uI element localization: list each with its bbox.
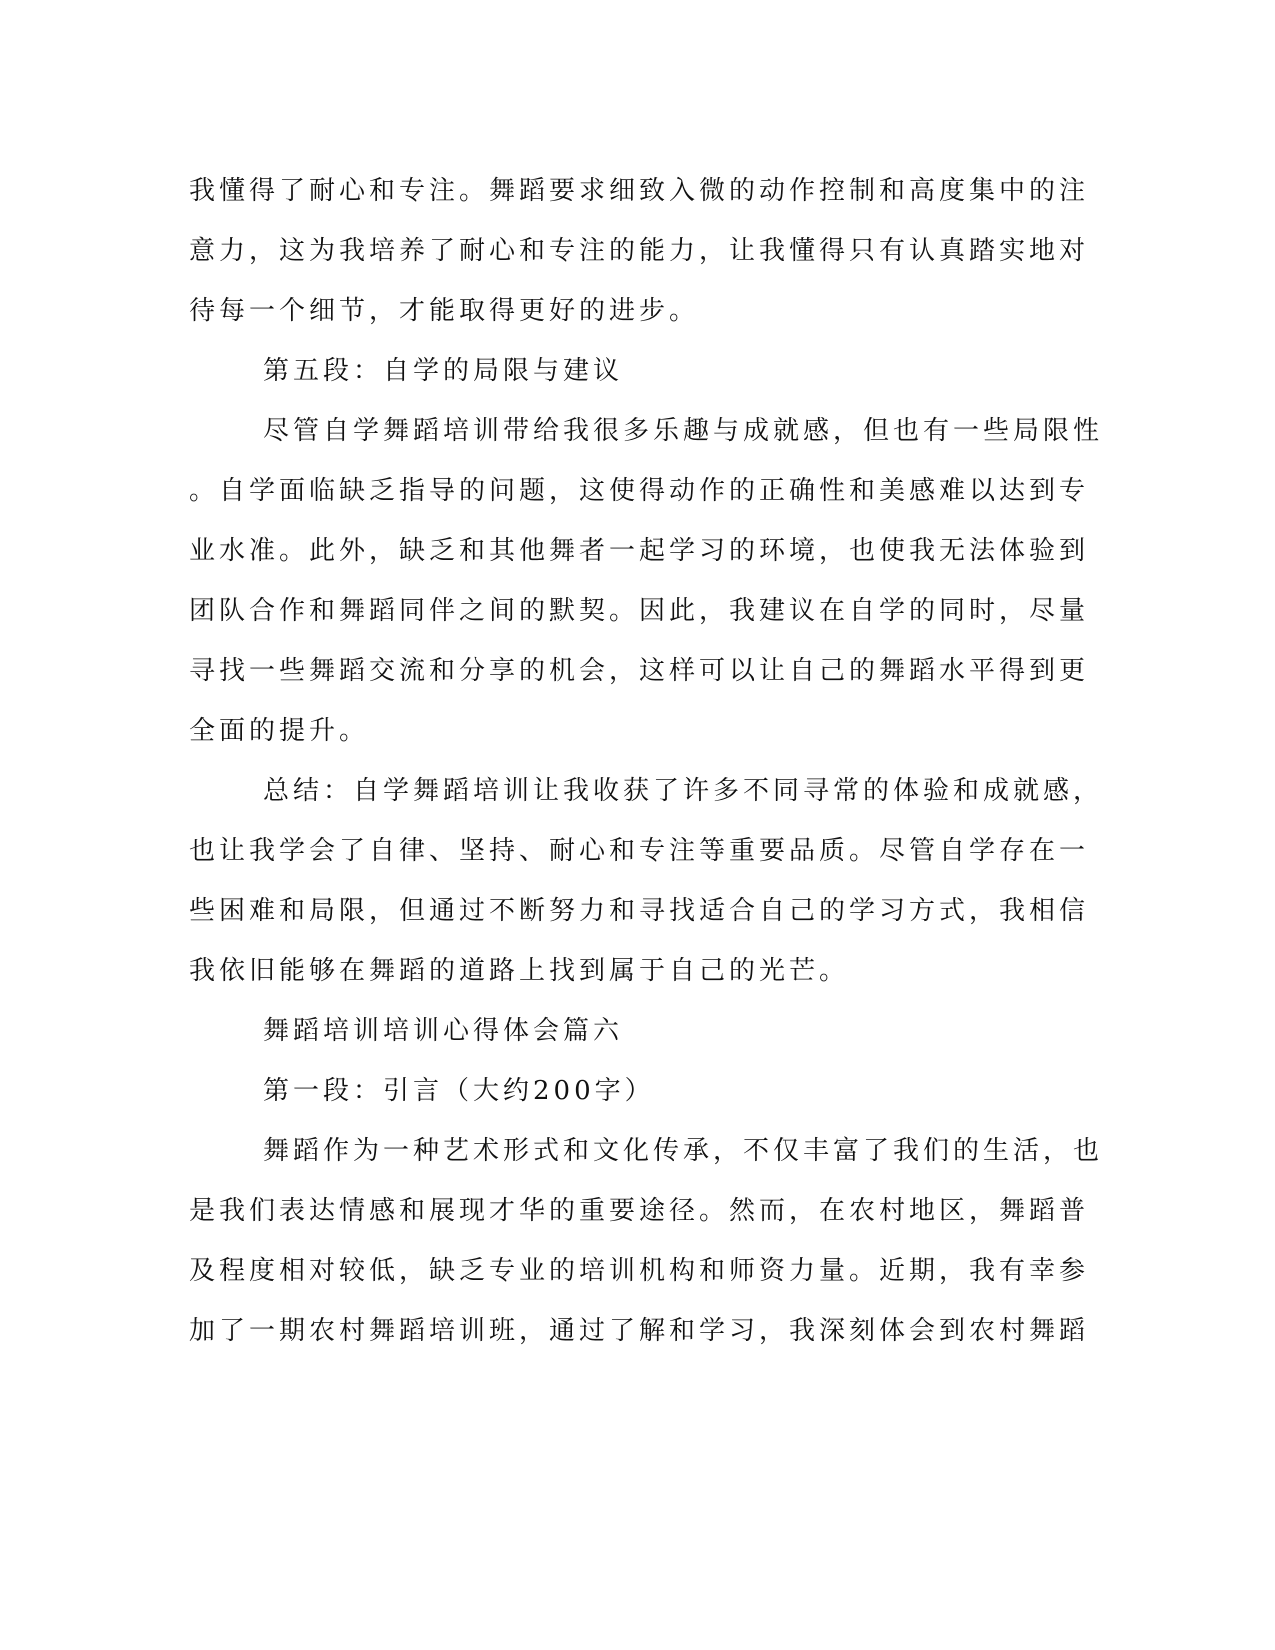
text-line: 些困难和局限，但通过不断努力和寻找适合自己的学习方式，我相信 — [189, 896, 1090, 926]
article-title: 舞蹈培训培训心得体会篇六 — [263, 1016, 624, 1046]
text-line: 尽管自学舞蹈培训带给我很多乐趣与成就感，但也有一些局限性 — [263, 416, 1104, 446]
text-line: 。自学面临缺乏指导的问题，这使得动作的正确性和美感难以达到专 — [189, 476, 1090, 506]
text-line: 待每一个细节，才能取得更好的进步。 — [189, 296, 700, 326]
text-line: 寻找一些舞蹈交流和分享的机会，这样可以让自己的舞蹈水平得到更 — [189, 656, 1090, 686]
text-line: 及程度相对较低，缺乏专业的培训机构和师资力量。近期，我有幸参 — [189, 1256, 1090, 1286]
text-line: 我依旧能够在舞蹈的道路上找到属于自己的光芒。 — [189, 956, 850, 986]
section-heading: 第一段：引言（大约200字） — [263, 1076, 655, 1106]
text-line: 加了一期农村舞蹈培训班，通过了解和学习，我深刻体会到农村舞蹈 — [189, 1316, 1090, 1346]
text-line: 舞蹈作为一种艺术形式和文化传承，不仅丰富了我们的生活，也 — [263, 1136, 1104, 1166]
section-heading: 第五段：自学的局限与建议 — [263, 356, 624, 386]
text-line: 是我们表达情感和展现才华的重要途径。然而，在农村地区，舞蹈普 — [189, 1196, 1090, 1226]
text-line: 团队合作和舞蹈同伴之间的默契。因此，我建议在自学的同时，尽量 — [189, 596, 1090, 626]
text-line: 全面的提升。 — [189, 716, 370, 746]
text-line: 业水准。此外，缺乏和其他舞者一起学习的环境，也使我无法体验到 — [189, 536, 1090, 566]
text-line: 我懂得了耐心和专注。舞蹈要求细致入微的动作控制和高度集中的注 — [189, 176, 1090, 206]
text-line: 总结：自学舞蹈培训让我收获了许多不同寻常的体验和成就感， — [263, 776, 1104, 806]
document-body — [189, 161, 1104, 1361]
text-line: 意力，这为我培养了耐心和专注的能力，让我懂得只有认真踏实地对 — [189, 236, 1090, 266]
text-line: 也让我学会了自律、坚持、耐心和专注等重要品质。尽管自学存在一 — [189, 836, 1090, 866]
